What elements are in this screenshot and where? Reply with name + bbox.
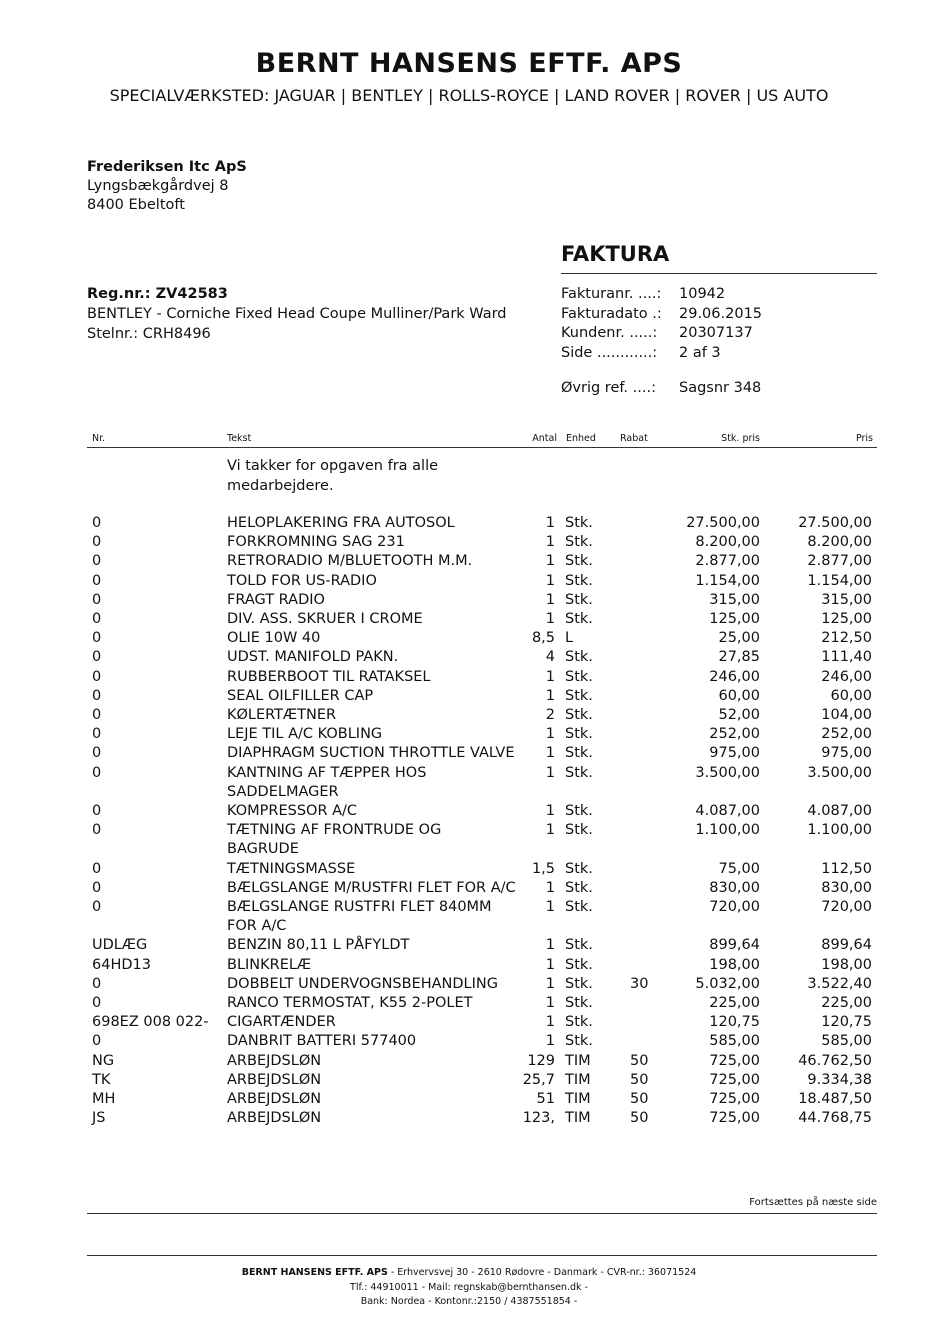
cell-nr: 0: [92, 649, 102, 666]
cell-nr: 0: [92, 1033, 102, 1050]
table-row: [87, 936, 877, 955]
cell-unit: Stk.: [565, 764, 593, 781]
cell-unit-price: 52,00: [718, 707, 760, 724]
footer-company: BERNT HANSENS EFTF. APS: [241, 1267, 388, 1278]
cell-price: 899,64: [821, 937, 872, 954]
cell-price: 4.087,00: [807, 803, 872, 820]
cell-nr: 0: [92, 726, 102, 743]
table-row: [87, 994, 877, 1013]
cell-qty: 1: [545, 534, 555, 551]
table-row: [87, 802, 877, 821]
cell-unit-price: 25,00: [718, 630, 760, 647]
cell-price: 212,50: [821, 630, 872, 647]
cell-qty: 1: [545, 937, 555, 954]
footer-line-3: Bank: Nordea - Kontonr.:2150 / 4387551854 -: [360, 1296, 578, 1307]
cell-unit-price: 720,00: [709, 899, 760, 916]
cell-text: UDST. MANIFOLD PAKN.: [227, 649, 399, 666]
cell-unit: Stk.: [565, 860, 593, 877]
cell-qty: 1: [545, 879, 555, 896]
cell-qty: 4: [545, 649, 555, 666]
cell-text: ARBEJDSLØN: [227, 1110, 322, 1127]
table-row: [87, 898, 877, 936]
col-header-qty: Antal: [532, 433, 557, 444]
cell-unit: Stk.: [565, 975, 593, 992]
cell-qty: 25,7: [522, 1071, 555, 1088]
cell-price: 60,00: [830, 687, 872, 704]
table-row: [87, 706, 877, 725]
cell-price: 44.768,75: [798, 1110, 872, 1127]
invoice-lines: [87, 514, 877, 1129]
cell-qty: 1: [545, 572, 555, 589]
cell-unit-price: 225,00: [709, 995, 760, 1012]
company-name: BERNT HANSENS EFTF. APS: [255, 48, 683, 79]
cell-nr: 0: [92, 764, 102, 781]
table-row: [87, 687, 877, 706]
table-row: [87, 879, 877, 898]
cell-nr: 0: [92, 572, 102, 589]
col-header-unit-price: Stk. pris: [721, 433, 760, 444]
cell-text: KOMPRESSOR A/C: [227, 803, 358, 820]
cell-unit: Stk.: [565, 687, 593, 704]
cell-text: TÆTNING AF FRONTRUDE OG BAGRUDE: [227, 822, 442, 858]
table-row: [87, 629, 877, 648]
cell-price: 225,00: [821, 995, 872, 1012]
table-row: [87, 1032, 877, 1051]
cell-unit-price: 3.500,00: [695, 764, 760, 781]
cell-nr: 0: [92, 707, 102, 724]
cell-unit: Stk.: [565, 707, 593, 724]
table-row: [87, 591, 877, 610]
table-row: [87, 1109, 877, 1128]
meta-row: [561, 305, 762, 325]
table-row: [87, 1013, 877, 1032]
bottom-divider: [87, 1213, 877, 1214]
cell-unit: Stk.: [565, 1033, 593, 1050]
cell-unit: Stk.: [565, 534, 593, 551]
cell-unit: Stk.: [565, 572, 593, 589]
cell-nr: 698EZ 008 022-: [92, 1014, 209, 1031]
cell-unit-price: 1.154,00: [695, 572, 760, 589]
cell-price: 198,00: [821, 956, 872, 973]
cell-qty: 1: [545, 687, 555, 704]
customer-name: Frederiksen Itc ApS: [87, 159, 247, 175]
cell-text: CIGARTÆNDER: [227, 1014, 336, 1031]
cell-qty: 1: [545, 764, 555, 781]
cell-unit: L: [565, 630, 574, 647]
cell-nr: MH: [92, 1091, 116, 1108]
table-row: [87, 668, 877, 687]
cell-unit: Stk.: [565, 822, 593, 839]
cell-nr: 64HD13: [92, 956, 151, 973]
vehicle-reg: Reg.nr.: ZV42583: [87, 286, 228, 302]
table-row: [87, 552, 877, 571]
table-row: [87, 572, 877, 591]
col-header-discount: Rabat: [620, 433, 648, 444]
cell-text: RUBBERBOOT TIL RATAKSEL: [227, 668, 431, 685]
cell-unit-price: 725,00: [709, 1091, 760, 1108]
cell-discount: 30: [630, 975, 649, 992]
col-header-text: Tekst: [227, 433, 252, 444]
cell-price: 125,00: [821, 611, 872, 628]
cell-price: 8.200,00: [807, 534, 872, 551]
table-row: [87, 744, 877, 763]
cell-nr: 0: [92, 553, 102, 570]
cell-unit: Stk.: [565, 803, 593, 820]
cell-nr: UDLÆG: [92, 937, 148, 954]
cell-qty: 1: [545, 956, 555, 973]
cell-nr: TK: [92, 1071, 111, 1088]
title-divider: [561, 273, 877, 274]
meta-value: 29.06.2015: [679, 305, 763, 322]
cell-qty: 1: [545, 899, 555, 916]
cell-unit-price: 830,00: [709, 879, 760, 896]
cell-text: ARBEJDSLØN: [227, 1091, 322, 1108]
cell-qty: 1: [545, 975, 555, 992]
table-row: [87, 764, 877, 802]
cell-unit: Stk.: [565, 611, 593, 628]
cell-price: 246,00: [821, 668, 872, 685]
table-row: [87, 610, 877, 629]
vehicle-info: [87, 284, 507, 344]
cell-price: 1.100,00: [807, 822, 872, 839]
cell-nr: 0: [92, 822, 102, 839]
meta-value: 10942: [679, 286, 726, 302]
footer: [0, 1266, 938, 1310]
table-row: [87, 514, 877, 533]
cell-qty: 123,: [522, 1110, 555, 1127]
cell-unit-price: 585,00: [709, 1033, 760, 1050]
footer-line-1: [0, 1266, 938, 1281]
other-ref: [561, 380, 761, 396]
cell-price: 975,00: [821, 745, 872, 762]
cell-unit-price: 75,00: [718, 860, 760, 877]
cell-text: OLIE 10W 40: [227, 630, 321, 647]
cell-unit-price: 5.032,00: [695, 975, 760, 992]
cell-text: FORKROMNING SAG 231: [227, 534, 405, 551]
cell-price: 9.334,38: [807, 1071, 872, 1088]
meta-label: Side ............:: [561, 344, 658, 361]
cell-price: 3.522,40: [807, 975, 872, 992]
footer-address: - Erhvervsvej 30 - 2610 Rødovre - Danmark - CVR-nr.: 36071524: [387, 1267, 697, 1278]
customer-street: Lyngsbækgårdvej 8: [87, 178, 229, 194]
cell-unit-price: 125,00: [709, 611, 760, 628]
cell-qty: 129: [527, 1052, 555, 1069]
cell-unit: Stk.: [565, 995, 593, 1012]
cell-qty: 1: [545, 803, 555, 820]
cell-unit-price: 1.100,00: [695, 822, 760, 839]
cell-price: 120,75: [821, 1014, 872, 1031]
table-row: [87, 821, 877, 859]
cell-unit-price: 246,00: [709, 668, 760, 685]
cell-discount: 50: [630, 1052, 649, 1069]
cell-unit-price: 725,00: [709, 1110, 760, 1127]
cell-unit: TIM: [565, 1110, 591, 1127]
cell-discount: 50: [630, 1091, 649, 1108]
vehicle-chassis: Stelnr.: CRH8496: [87, 326, 211, 342]
cell-nr: 0: [92, 630, 102, 647]
cell-price: 830,00: [821, 879, 872, 896]
other-ref-value: Sagsnr 348: [679, 380, 762, 396]
cell-text: HELOPLAKERING FRA AUTOSOL: [227, 515, 455, 531]
table-row: [87, 725, 877, 744]
cell-unit: Stk.: [565, 745, 593, 762]
cell-unit: TIM: [565, 1091, 591, 1108]
customer-address: [87, 158, 247, 215]
cell-text: KANTNING AF TÆPPER HOS SADDELMAGER: [227, 764, 427, 800]
cell-price: 315,00: [821, 591, 872, 608]
meta-label: Fakturanr. ....:: [561, 286, 662, 302]
cell-nr: 0: [92, 995, 102, 1012]
cell-unit-price: 899,64: [709, 937, 760, 954]
cell-unit: Stk.: [565, 553, 593, 570]
cell-nr: 0: [92, 975, 102, 992]
cell-nr: 0: [92, 611, 102, 628]
cell-unit-price: 8.200,00: [695, 534, 760, 551]
cell-price: 104,00: [821, 707, 872, 724]
meta-row: [561, 285, 762, 305]
cell-discount: 50: [630, 1110, 649, 1127]
meta-label: Fakturadato .:: [561, 305, 662, 322]
cell-nr: 0: [92, 745, 102, 762]
cell-text: TÆTNINGSMASSE: [227, 860, 356, 877]
footer-divider: [87, 1255, 877, 1256]
cell-price: 111,40: [821, 649, 872, 666]
cell-price: 585,00: [821, 1033, 872, 1050]
cell-price: 46.762,50: [798, 1052, 872, 1069]
cell-unit-price: 120,75: [709, 1014, 760, 1031]
meta-label: Kundenr. .....:: [561, 325, 658, 341]
cell-nr: 0: [92, 591, 102, 608]
cell-price: 252,00: [821, 726, 872, 743]
other-ref-label: Øvrig ref. ....:: [561, 380, 656, 396]
cell-text: ARBEJDSLØN: [227, 1052, 322, 1069]
table-row: [87, 975, 877, 994]
cell-unit: Stk.: [565, 649, 593, 666]
cell-price: 27.500,00: [798, 515, 872, 531]
col-header-unit: Enhed: [566, 433, 596, 444]
cell-text: BÆLGSLANGE M/RUSTFRI FLET FOR A/C: [227, 879, 516, 896]
cell-text: ARBEJDSLØN: [227, 1071, 322, 1088]
meta-value: 20307137: [679, 325, 753, 341]
vehicle-model: BENTLEY - Corniche Fixed Head Coupe Mulliner/Park Ward: [87, 306, 507, 322]
cell-unit: Stk.: [565, 668, 593, 685]
cell-discount: 50: [630, 1071, 649, 1088]
cell-unit-price: 252,00: [709, 726, 760, 743]
cell-unit-price: 198,00: [709, 956, 760, 973]
cell-nr: 0: [92, 803, 102, 820]
cell-text: DOBBELT UNDERVOGNSBEHANDLING: [227, 975, 498, 992]
cell-text: BENZIN 80,11 L PÅFYLDT: [227, 937, 410, 954]
cell-nr: JS: [92, 1110, 106, 1127]
cell-text: BLINKRELÆ: [227, 956, 312, 973]
cell-text: RANCO TERMOSTAT, K55 2-POLET: [227, 995, 473, 1012]
cell-unit: TIM: [565, 1052, 591, 1069]
cell-unit-price: 315,00: [709, 591, 760, 608]
cell-price: 112,50: [821, 860, 872, 877]
cell-unit: Stk.: [565, 1014, 593, 1031]
cell-unit: Stk.: [565, 591, 593, 608]
cell-price: 18.487,50: [798, 1091, 872, 1108]
cell-qty: 8,5: [531, 630, 555, 647]
cell-price: 720,00: [821, 899, 872, 916]
cell-text: DANBRIT BATTERI 577400: [227, 1033, 417, 1050]
intro-text: Vi takker for opgaven fra alle medarbejdere.: [227, 458, 439, 494]
cell-qty: 1: [545, 553, 555, 570]
cell-unit-price: 4.087,00: [695, 803, 760, 820]
cell-qty: 1: [545, 726, 555, 743]
cell-unit-price: 27.500,00: [686, 515, 760, 531]
meta-row: [561, 344, 762, 364]
cell-text: DIV. ASS. SKRUER I CROME: [227, 611, 423, 628]
table-row: [87, 1090, 877, 1109]
cell-nr: 0: [92, 687, 102, 704]
cell-unit: Stk.: [565, 879, 593, 896]
cell-qty: 1: [545, 1014, 555, 1031]
invoice-meta: [561, 285, 762, 363]
cell-unit: Stk.: [565, 515, 593, 531]
cell-qty: 1: [545, 591, 555, 608]
cell-qty: 1: [545, 515, 555, 531]
cell-qty: 1: [545, 1033, 555, 1050]
cell-text: KØLERTÆTNER: [227, 707, 337, 724]
cell-text: TOLD FOR US-RADIO: [227, 572, 377, 589]
cell-nr: 0: [92, 860, 102, 877]
cell-text: SEAL OILFILLER CAP: [227, 687, 374, 704]
company-tagline: SPECIALVÆRKSTED: JAGUAR | BENTLEY | ROLLS-ROYCE | LAND ROVER | ROVER | US AUTO: [109, 86, 829, 105]
cell-text: FRAGT RADIO: [227, 591, 325, 608]
cell-unit-price: 725,00: [709, 1071, 760, 1088]
cell-price: 3.500,00: [807, 764, 872, 781]
cell-unit-price: 27,85: [718, 649, 760, 666]
cell-qty: 1: [545, 822, 555, 839]
cell-nr: 0: [92, 879, 102, 896]
cell-text: BÆLGSLANGE RUSTFRI FLET 840MM FOR A/C: [227, 899, 492, 935]
cell-nr: NG: [92, 1052, 115, 1069]
table-row: [87, 1052, 877, 1071]
cell-qty: 1: [545, 995, 555, 1012]
cell-unit: Stk.: [565, 726, 593, 743]
cell-text: LEJE TIL A/C KOBLING: [227, 726, 383, 743]
continued-note: Fortsættes på næste side: [749, 1197, 877, 1208]
invoice-title: FAKTURA: [561, 242, 670, 266]
table-row: [87, 1071, 877, 1090]
col-header-nr: Nr.: [92, 433, 106, 444]
cell-qty: 1: [545, 668, 555, 685]
cell-unit-price: 975,00: [709, 745, 760, 762]
meta-row: [561, 324, 762, 344]
header-divider: [87, 447, 877, 448]
cell-unit: Stk.: [565, 899, 593, 916]
cell-unit: TIM: [565, 1071, 591, 1088]
cell-unit-price: 2.877,00: [695, 553, 760, 570]
cell-nr: 0: [92, 534, 102, 551]
cell-text: RETRORADIO M/BLUETOOTH M.M.: [227, 553, 473, 570]
cell-nr: 0: [92, 668, 102, 685]
table-row: [87, 648, 877, 667]
customer-city: 8400 Ebeltoft: [87, 197, 185, 213]
cell-qty: 1: [545, 611, 555, 628]
cell-qty: 1: [545, 745, 555, 762]
meta-value: 2 af 3: [679, 344, 721, 361]
cell-text: DIAPHRAGM SUCTION THROTTLE VALVE: [227, 745, 515, 762]
table-row: [87, 533, 877, 552]
table-row: [87, 956, 877, 975]
cell-unit-price: 60,00: [718, 687, 760, 704]
cell-price: 2.877,00: [807, 553, 872, 570]
cell-unit: Stk.: [565, 937, 593, 954]
col-header-price: Pris: [855, 433, 873, 444]
table-row: [87, 860, 877, 879]
cell-qty: 1,5: [531, 860, 555, 877]
cell-unit: Stk.: [565, 956, 593, 973]
cell-unit-price: 725,00: [709, 1052, 760, 1069]
cell-qty: 2: [545, 707, 555, 724]
cell-price: 1.154,00: [807, 572, 872, 589]
cell-qty: 51: [536, 1091, 555, 1108]
footer-line-2: Tlf.: 44910011 - Mail: regnskab@bernthansen.dk -: [350, 1281, 588, 1293]
cell-nr: 0: [92, 515, 102, 531]
cell-nr: 0: [92, 899, 102, 916]
